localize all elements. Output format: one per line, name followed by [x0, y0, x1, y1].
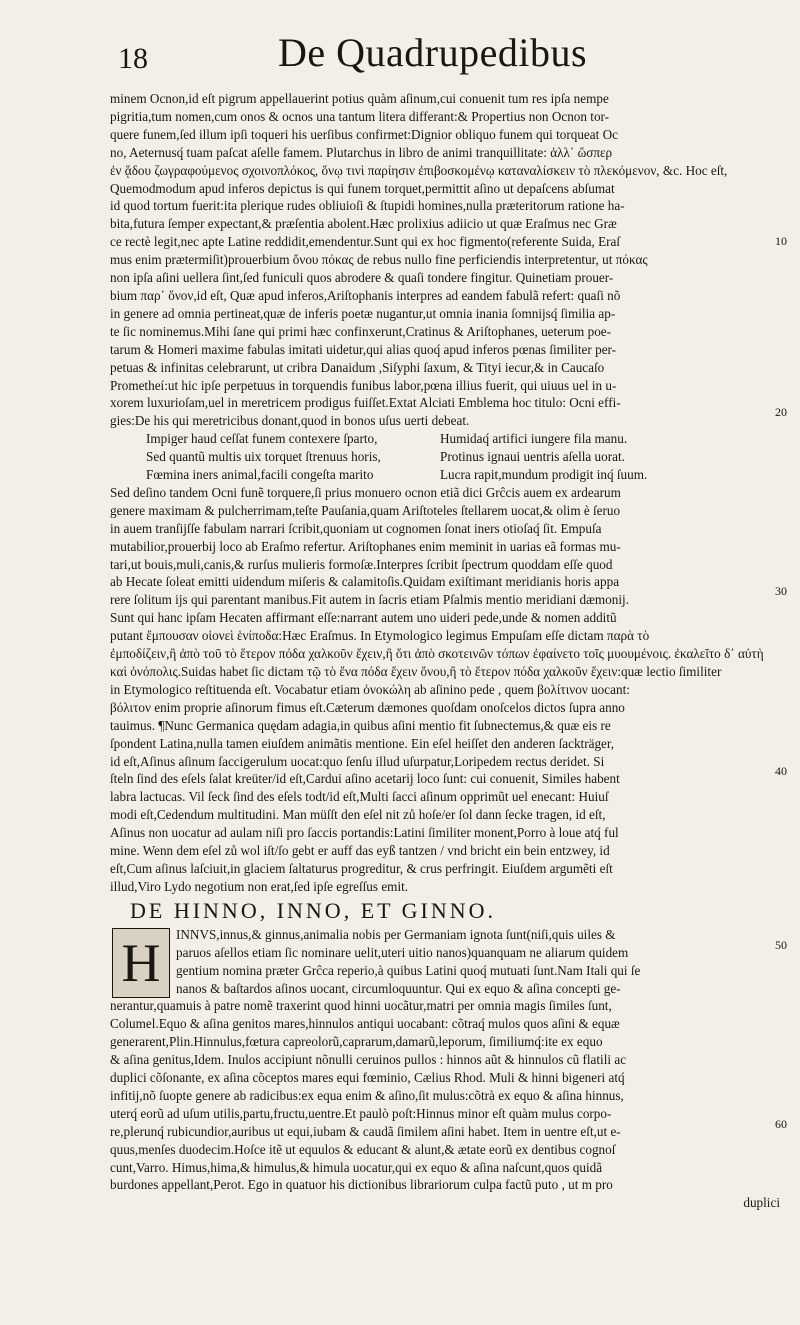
text-line: uterq́ eorũ ad uſum utilis,partu,fructu,uentre.Et paulò poſt:Hinnus minor eſt quàm mulus corpo-: [110, 1105, 612, 1121]
text-line: quere funem,ſed illum ipſi toqueri his uerſibus confirmet:Dignior obliquo funem qui torqueat Oc: [110, 126, 618, 142]
text-line: bita,futura ſemper expectant,& præſentia abolent.Hæc prolixius adiicio ut quæ Eraſmus nec Græ: [110, 216, 617, 232]
page-body: [110, 90, 790, 1315]
text-line: Prometheí:ut hic ipſe perpetuus in torquendis funibus labor,pœna illius fuerit, qui uiuus uel in u-: [110, 377, 617, 393]
text-line: ἐμποδίζειν,ἢ ἀπὸ τοῦ τὸ ἕτερον πόδα χαλκοῦν ἔχειν,ἢ ὅτι ἀπὸ σκοτεινῶν τόπων ἐφαίνετο τοῖς μυουμένοις. ἐκαλεῖτο δ᾽ αὐτὴ: [110, 646, 764, 662]
text-line: generarent,Plin.Hinnulus,fœtura capreolorũ,caprarum,damarũ,leporum, ſimiliumq́:ite ex equo: [110, 1034, 603, 1050]
section-heading: DE HINNO, INNO, ET GINNO.: [130, 897, 497, 923]
catchword: duplici: [743, 1195, 780, 1211]
text-line: id quod tortum fuerit:ita plerique rudes obliuioſi & ſtupidi homines,nulla præteritorum ratione ha-: [110, 198, 625, 214]
text-line: xorem luxurioſam,uel in meretricem prodigus fuiſſet.Extat Alciati Emblema hoc titulo: Ocni effi-: [110, 395, 621, 411]
text-line: illud,Viro Lydo negotium non erat,ſed ipſe egreſſus emit.: [110, 878, 409, 894]
section-two-text: [110, 997, 790, 1212]
text-line: ſteln ſind des eſels ſalat kreüter/id eſt,Cardui aſino acetarij loco ſunt: cui conuenit, Similes habent: [110, 771, 620, 787]
margin-line-number: 40: [775, 764, 787, 778]
indented-lines: [110, 926, 790, 998]
text-line: Sunt qui hanc ipſam Hecaten affirmant eſſe:narrant autem uno uideri pede,unde & nomen additũ: [110, 610, 617, 626]
text-line: eſt,Cum aſinus laſciuit,in glaciem ſaltaturus progreditur, & crus perfringit. Eiuſdem argumẽti eſt: [110, 860, 613, 876]
text-line: mine. Wenn dem eſel zů wol iſt/ſo gebt er auff das eyß tantzen / vnd bricht ein bein entzwey, id: [110, 843, 610, 859]
verse-row: [110, 466, 790, 484]
text-line: non ipſa aſini uellera ſint,ſed funiculi quos abrodere & quaſi tondere fingitur. Quinetiam prouer-: [110, 270, 614, 286]
page-number: 18: [118, 42, 148, 75]
verse-right: Lucra rapit,mundum prodigit inq́ ſuum.: [440, 467, 648, 483]
text-line: καὶ ὀνόπολις.Suidas habet ſic dictam τῷ τὸ ἕνα πόδα ἔχειν ὄνου,ἢ τὸ ἕτερον πόδα χαλκοῦν ἔχειν:quæ lectio ſimiliter: [110, 664, 722, 679]
text-line: genere maximam & pulcherrimam,teſte Pauſania,quam Ariſtoteles ſtellarem uocat,& olim è ſeruo: [110, 502, 621, 518]
verse-right: Humidaq́ artifici iungere fila manu.: [440, 431, 628, 447]
margin-line-number: 20: [775, 405, 787, 419]
text-line: minem Ocnon,id eſt pigrum appellauerint potius quàm aſinum,cui conuenit tum res ipſa nempe: [110, 91, 609, 106]
text-line: INNVS,innus,& ginnus,animalia nobis per Germaniam ignota ſunt(niſi,quis uiles &: [176, 926, 616, 942]
text-line: ab Hecate ſoleat emitti uidendum miſeris & calamitoſis.Quidam exiſtimant meridianis horis appa: [110, 574, 620, 590]
text-line: in Etymologico reſtituenda eſt. Vocabatur etiam ὀνοκώλη ab aſinino pede , quem βολίτινον uocant:: [110, 681, 630, 697]
text-line: no, Aeternusq́ tuam paſcat aſelle famem. Plutarchus in libro de animi tranquillitate: ἀλλ᾽ ὥσπερ: [110, 144, 613, 160]
verse-right: Protinus ignaui uentris aſella uorat.: [440, 449, 625, 465]
text-line: ἐν ᾅδου ζωγραφούμενος σχοινοπλόκος, ὄνῳ τινὶ παρίησιν ἐπιβοσκομένῳ καταναλίσκειν τὸ πλεκόμενον, &c. Hoc eſt,: [110, 162, 728, 178]
drop-cap-initial: H: [112, 928, 170, 998]
text-line: tarum & Homeri maxime fabulas imitati uidetur,qui alias quoq́ apud inferos pœnas ſimiliter per-: [110, 341, 617, 357]
text-line: mus enim prætermiſit)prouerbium ὄνου πόκας de rebus nullo fine perficiendis interpretentur, ut πόκας: [110, 252, 648, 268]
margin-line-number: 50: [775, 938, 787, 952]
section-two-opening: [110, 926, 790, 998]
text-line: ce rectè legit,nec apte Latine reddidit,emendentur.Sunt qui ex hoc figmento(referente Suida, Eraſ: [110, 234, 621, 250]
text-line: labra lactucas. Vil ſeck ſind des eſels todt/id eſt,Multi ſacci aſinum opprimũt uel enecant: Huiuſ: [110, 789, 609, 805]
margin-line-number: 60: [775, 1117, 787, 1131]
emblem-verse: [110, 430, 790, 484]
text-line: nerantur,quamuis à patre nomẽ traxerint quod hinni uocãtur,matri per omnia magis ſimiles ſunt,: [110, 998, 612, 1014]
verse-left: Fœmina iners animal,facili congeſta marito: [146, 467, 374, 483]
text-line: petuas & infinitas celebrarunt, ut cribra Danaidum ,Siſyphi ſaxum, & Tityi iecur,& in Caucaſo: [110, 359, 605, 375]
text-line: re,plerunq́ rubicundior,auribus ut equi,iubam & caudã ſimilem aſini habet. Item in uentre eſt,ut e-: [110, 1123, 621, 1139]
text-line: putant ἔμπουσαν οἱονεὶ ἑνίποδα:Hæc Eraſmus. In Etymologico legimus Empuſam eſſe dictam παρὰ τὸ: [110, 628, 650, 644]
text-line: tauimus. ¶Nunc Germanica quędam adagia,in quibus aſini mentio fit ſubnectemus,& quæ eis re: [110, 717, 611, 733]
section-one-text: [110, 90, 790, 430]
text-line: burdones appellant,Perot. Ego in quatuor his dictionibus librariorum culpa factũ puto , ut m pro: [110, 1177, 613, 1193]
text-line: te ſic nominemus.Mihi ſane qui primi hæc confinxerunt,Cratinus & Ariſtophanes, ueterum poe-: [110, 323, 612, 339]
text-line: Aſinus non uocatur ad aulam niſi pro ſaccis portandis:Latini ſimiliter monent,Porro à loue atq́ ful: [110, 825, 619, 841]
verse-left: Impiger haud ceſſat funem contexere ſparto,: [146, 431, 378, 447]
margin-line-number: 10: [775, 234, 787, 248]
text-line: duplici cõſonante, ex aſina cõceptos mares equi fœminio, Cælius Rhod. Muli & hinni bigeneri atq́: [110, 1070, 625, 1086]
text-line: gies:De his qui meretricibus donant,quod in bonos uſus uerti debeat.: [110, 413, 470, 429]
margin-line-number: 30: [775, 584, 787, 598]
verse-row: [110, 430, 790, 448]
text-line: nanos & baſtardos aſinos uocant, circumloquuntur. Qui ex equo & aſina concepti ge-: [176, 980, 621, 996]
text-line: in genere ad omnia pertineat,quæ de inferis poetæ nugantur,ut omnia inania ſomnijsq́ ſimilia ap-: [110, 305, 616, 321]
text-line: gentium nomina præter Grĉca reperio,à quibus Latini quoq́ mutuati ſunt.Nam Itali qui ſe: [176, 962, 641, 978]
text-line: infitij,nõ ſuopte genere ab radicibus:ex equa enim & aſino,ſit mulus:cõtrà ex equo & aſina hinnus,: [110, 1087, 624, 1103]
running-title: De Quadrupedibus: [278, 30, 588, 75]
text-line: paruos aſellos etiam ſic nominare uelit,uteri uitio nanos)quanquam ne aliarum quidem: [176, 944, 629, 960]
text-line: id eſt,Aſinus aſinum ſaccigerulum uocat:quo ſenſu illud uſurpatur,Loripedem rectus deridet. Si: [110, 753, 605, 769]
text-line: mutabilior,prouerbij loco ab Eraſmo refertur. Ariſtophanes enim meminit in uarias eã formas mu-: [110, 538, 621, 554]
text-line: modi eſt,Cedendum multitudini. Man müſſt den eſel nit zů hoſe/er ſol dann ſecke tragen, id eſt,: [110, 807, 606, 823]
text-line: bium παρ᾽ ὄνον,id eſt, Quæ apud inferos,Ariſtophanis interpres ad eandem fabulã refert: quaſi nõ: [110, 287, 621, 303]
text-line: Sed deſino tandem Ocni funẽ torquere,ſi prius monuero ocnon etiã dici Grĉcis auem ex ardearum: [110, 484, 621, 500]
text-line: βόλιτον enim proprie aſinorum fimus eſt.Cæterum dæmones quoſdam onoſcelos dictos ſupra anno: [110, 699, 625, 715]
text-line: Columel.Equo & aſina genitos mares,hinnulos antiqui uocabant: cõtraq́ mulos quos aſini & equæ: [110, 1016, 620, 1032]
text-line: quus,menſes duodecim.Hoſce itẽ ut equulos & educant & alunt,& ætate eorũ ex dentibus cognoſ: [110, 1141, 616, 1157]
verse-left: Sed quantũ multis uix torquet ſtrenuus horis,: [146, 449, 381, 465]
text-line: cunt,Varro. Himus,hima,& himulus,& himula uocatur,qui ex equo & aſina naſcunt,quos quidã: [110, 1159, 603, 1175]
page-header: [118, 24, 718, 86]
verse-row: [110, 448, 790, 466]
text-line: & aſina genitus,Idem. Inulos accipiunt nõnulli ceruinos pullos : hinnos aũt & hinnulos cũ flatili ac: [110, 1052, 627, 1068]
text-line: rere ſolitum ijs qui parentant manibus.Fit autem in ſacris etiam Pſalmis mentio meridiani dæmonij.: [110, 592, 629, 608]
text-line: pigritia,tum nomen,cum onos & ocnos una tantum litera differant:& Propertius non Ocnon tor-: [110, 108, 610, 124]
text-line: in auem tranſijſſe fabulam narrari ſcribit,quoniam ut cognomen ſonat iners otioſaq́ ſit. Empuſa: [110, 520, 602, 536]
text-line: Quemodmodum apud inferos depictus is qui funem torquet,permittit aſino ut depaſcens abſumat: [110, 180, 615, 196]
text-line: tari,ut bouis,muli,canis,& rurſus mulieris formoſæ.Interpres ſcribit ſpectrum quoddam eſſe quod: [110, 556, 613, 572]
text-line: ſpondent Latina,nulla tamen eiuſdem animãtis mentione. Ein eſel heiſſet den anderen ſackträger,: [110, 735, 615, 751]
section-one-continued: [110, 484, 790, 896]
